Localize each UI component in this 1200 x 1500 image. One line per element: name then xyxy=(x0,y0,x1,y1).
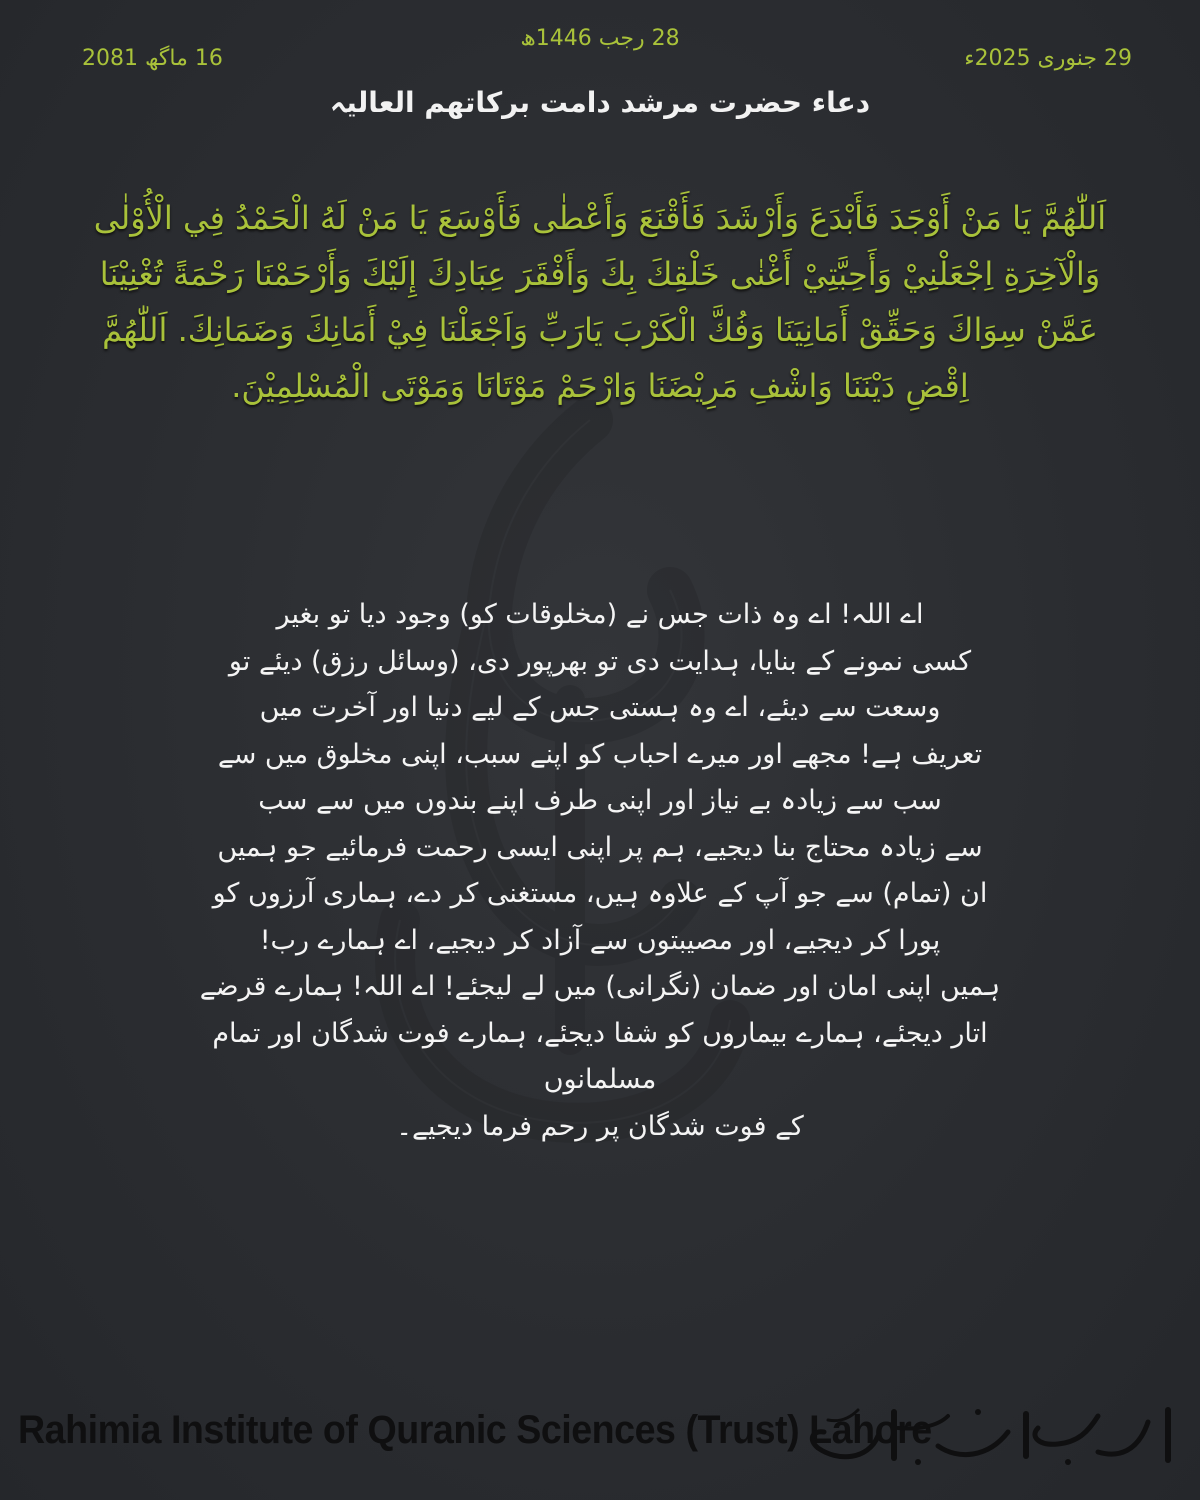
urdu-line: تعریف ہے! مجھے اور میرے احباب کو اپنے سبب، اپنی مخلوق میں سے xyxy=(217,738,983,770)
urdu-line: سب سے زیادہ بے نیاز اور اپنی طرف اپنے بندوں میں سے سب xyxy=(258,785,942,816)
urdu-line: اے اللہ! اے وہ ذات جس نے (مخلوقات کو) وجود دیا تو بغیر xyxy=(276,599,924,630)
hijri-date: 28 رجب 1446ھ xyxy=(520,26,680,51)
urdu-line: پورا کر دیجیے، اور مصیبتوں سے آزاد کر دیجیے، اے ہمارے رب! xyxy=(259,924,941,956)
institute-name: Rahimia Institute of Quranic Sciences (Trust) Lahore xyxy=(18,1408,932,1452)
institute-calligraphy-logo xyxy=(798,1402,1178,1468)
urdu-line: ان (تمام) سے جو آپ کے علاوہ ہیں، مستغنی کر دے، ہماری آرزوں کو xyxy=(212,878,988,909)
urdu-line: کسی نمونے کے بنایا، ہدایت دی تو بھرپور دی، (وسائل رزق) دیئے تو xyxy=(228,645,972,677)
urdu-line: سے زیادہ محتاج بنا دیجیے، ہم پر اپنی ایسی رحمت فرمائیے جو ہمیں xyxy=(217,831,983,863)
urdu-translation xyxy=(190,592,1010,1150)
urdu-line: کے فوت شدگان پر رحم فرما دیجیے۔ xyxy=(396,1110,804,1142)
arabic-dua: اَللّٰهُمَّ يَا مَنْ أَوْجَدَ فَأَبْدَعَ وَأَرْشَدَ فَأَقْنَعَ وَأَعْطٰى فَأَوْسَعَ يَا مَنْ لَهُ الْحَمْدُ فِي الْأُوْلٰى وَالْآخِرَةِ اِجْعَلْنِيْ وَأَحِبَّتِيْ أَغْنٰى خَلْقِكَ بِكَ وَأَفْقَرَ عِبَادِكَ إِلَيْكَ وَأَرْحَمْنَا رَحْمَةً تُغْنِيْنَا عَمَّنْ سِوَاكَ وَحَقِّقْ أَمَانِيَنَا وَفُكَّ الْكَرْبَ يَارَبِّ وَاَجْعَلْنَا فِيْ أَمَانِكَ وَضَمَانِكَ. اَللّٰهُمَّ اِقْضِ دَيْنَنَا وَاشْفِ مَرِيْضَنَا وَارْحَمْ مَوْتَانَا وَمَوْتَى الْمُسْلِمِيْنَ. xyxy=(93,199,1107,405)
page-title: دعاء حضرت مرشد دامت برکاتھم العالیہ xyxy=(329,86,871,119)
gregorian-date: 29 جنوری 2025ء xyxy=(964,46,1132,71)
urdu-line: ہمیں اپنی امان اور ضمان (نگرانی) میں لے لیجئے! اے اللہ! ہمارے قرضے xyxy=(199,971,1001,1002)
bikrami-date: 16 ماگھ 2081 xyxy=(82,46,223,71)
urdu-line: اتار دیجئے، ہمارے بیماروں کو شفا دیجئے، ہمارے فوت شدگان اور تمام مسلمانوں xyxy=(212,1017,988,1095)
urdu-line: وسعت سے دیئے، اے وہ ہستی جس کے لیے دنیا اور آخرت میں xyxy=(259,692,941,723)
